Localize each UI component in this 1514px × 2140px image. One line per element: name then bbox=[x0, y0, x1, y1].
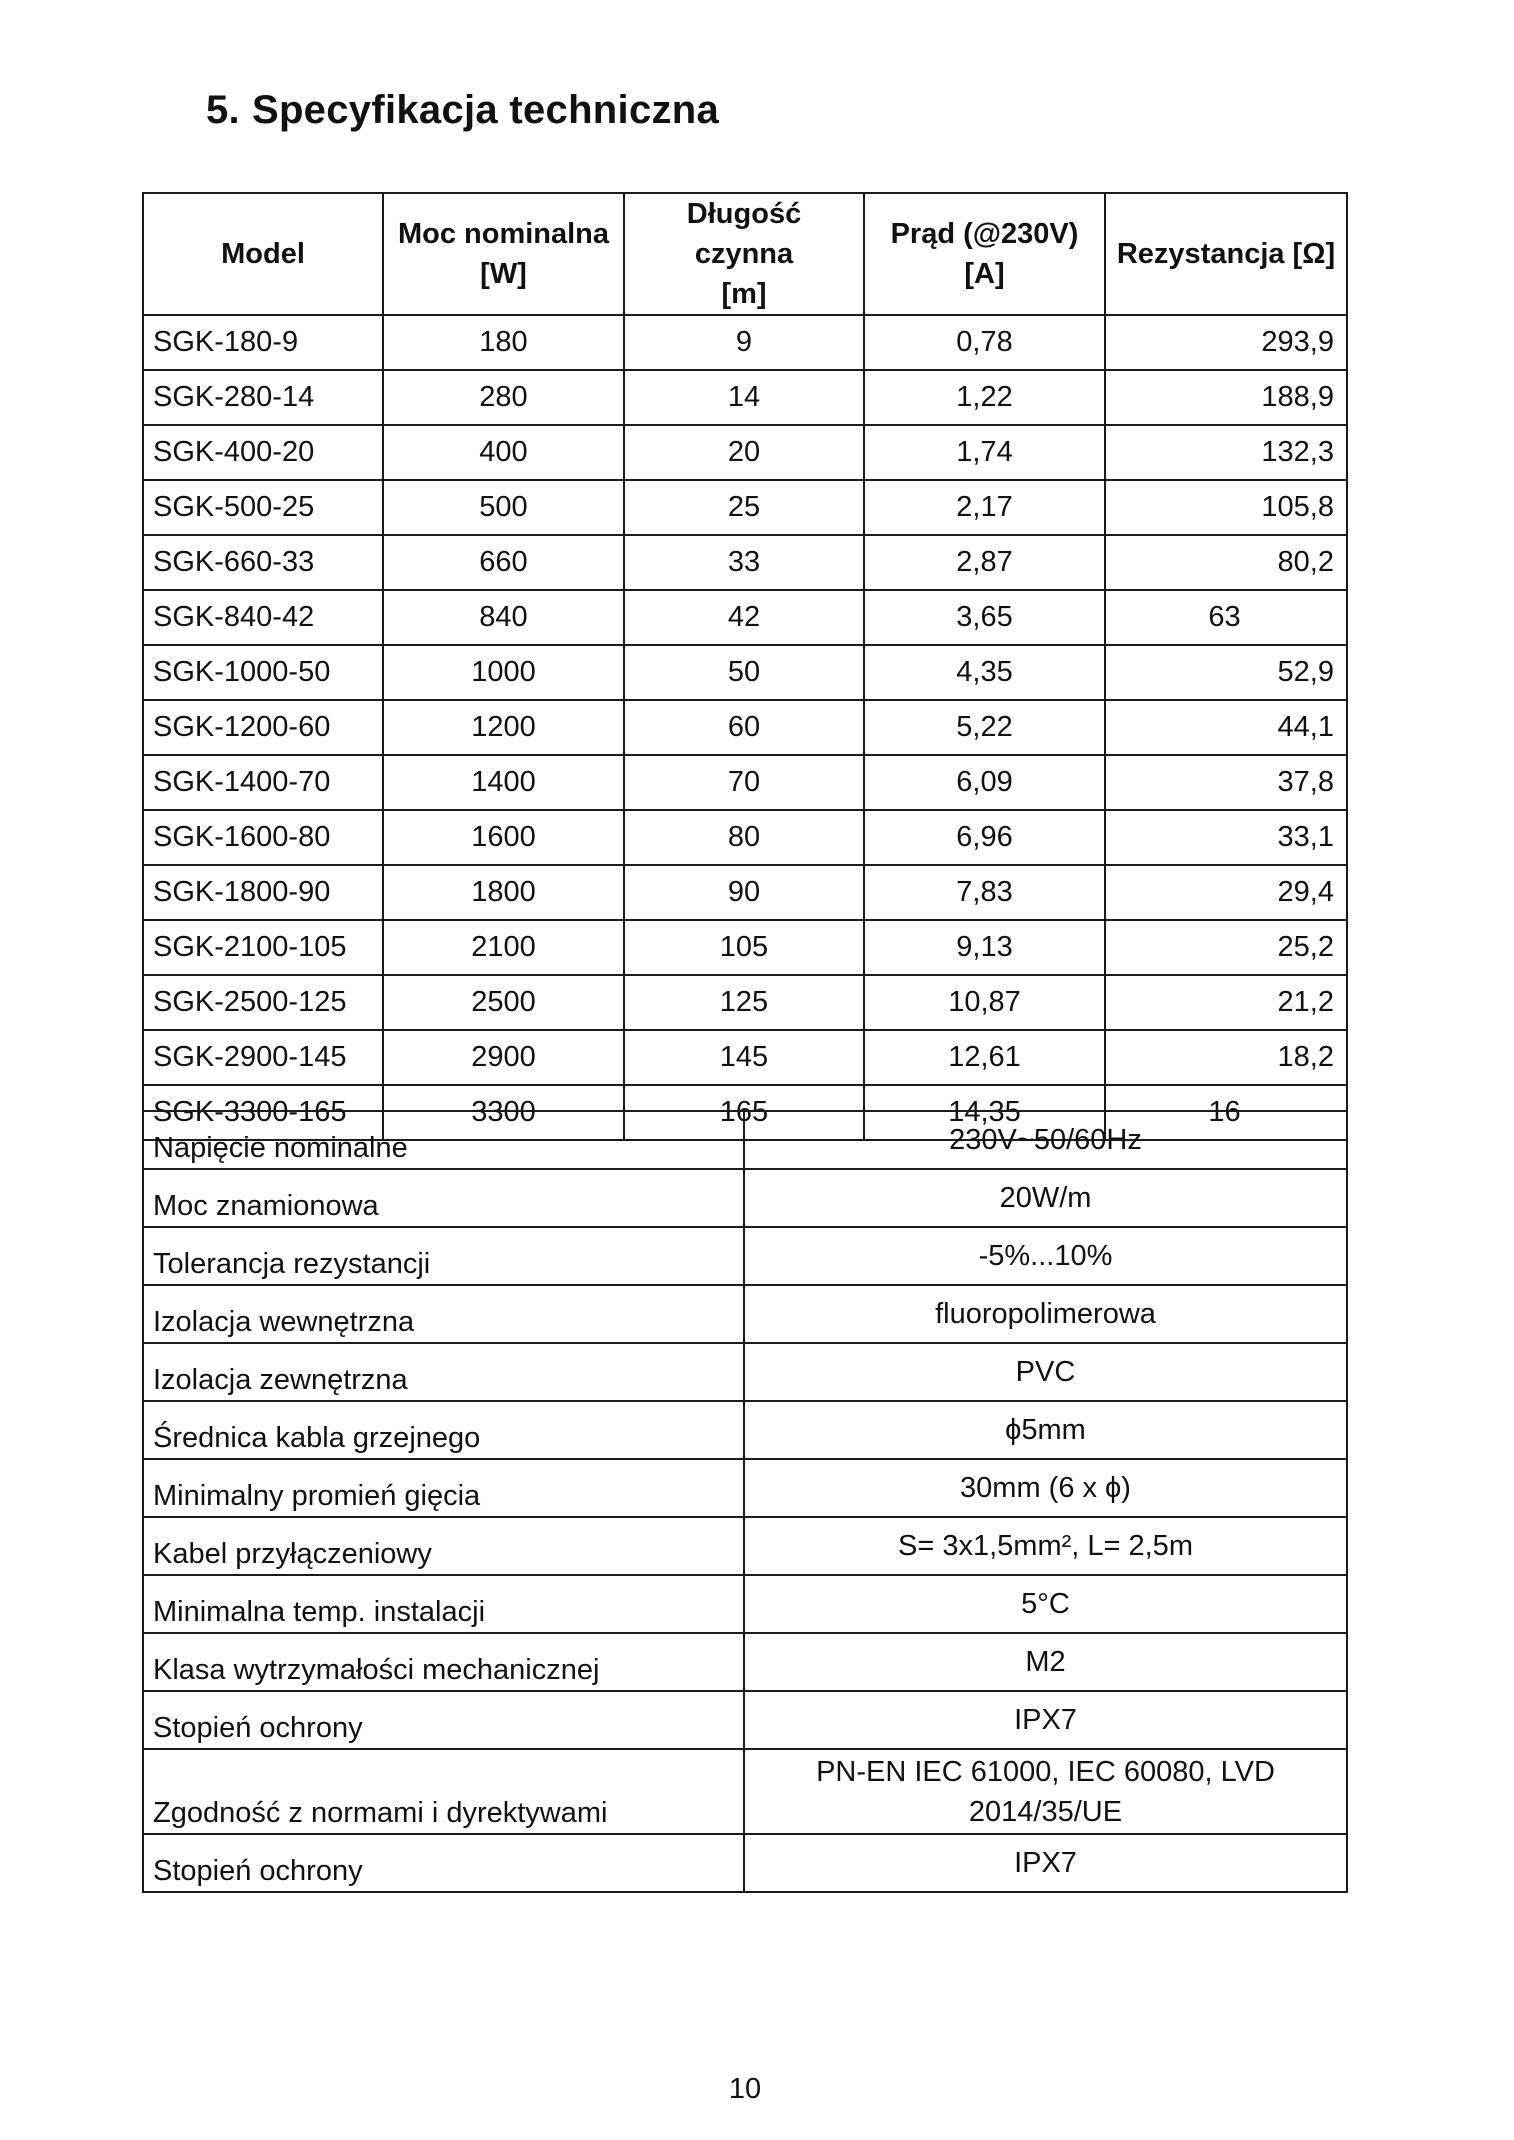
spec-label: Izolacja zewnętrzna bbox=[143, 1343, 744, 1401]
spec-row bbox=[143, 1517, 1347, 1575]
spec-value: IPX7 bbox=[744, 1834, 1347, 1892]
section-number: 5. bbox=[206, 88, 240, 132]
header-model: Model bbox=[143, 193, 383, 315]
cell-model: SGK-1600-80 bbox=[143, 810, 383, 865]
table-row bbox=[143, 535, 1347, 590]
models-table bbox=[142, 192, 1348, 1141]
spec-label: Moc znamionowa bbox=[143, 1169, 744, 1227]
cell-power: 400 bbox=[383, 425, 624, 480]
table-row bbox=[143, 975, 1347, 1030]
spec-label: Tolerancja rezystancji bbox=[143, 1227, 744, 1285]
specs-table bbox=[142, 1110, 1348, 1893]
cell-length: 25 bbox=[624, 480, 864, 535]
cell-model: SGK-3300-165 bbox=[143, 1085, 383, 1140]
spec-row bbox=[143, 1111, 1347, 1169]
header-power: Moc nominalna [W] bbox=[383, 193, 624, 315]
cell-model: SGK-2900-145 bbox=[143, 1030, 383, 1085]
spec-label: Zgodność z normami i dyrektywami bbox=[143, 1749, 744, 1834]
table-row bbox=[143, 700, 1347, 755]
spec-row bbox=[143, 1749, 1347, 1834]
cell-length: 33 bbox=[624, 535, 864, 590]
cell-model: SGK-1400-70 bbox=[143, 755, 383, 810]
cell-length: 20 bbox=[624, 425, 864, 480]
models-table-header-row bbox=[143, 193, 1347, 315]
spec-value: 30mm (6 x ϕ) bbox=[744, 1459, 1347, 1517]
cell-current: 3,65 bbox=[864, 590, 1105, 645]
page-number: 10 bbox=[728, 2073, 762, 2105]
spec-value bbox=[744, 1749, 1347, 1834]
spec-label: Minimalny promień gięcia bbox=[143, 1459, 744, 1517]
table-row bbox=[143, 370, 1347, 425]
spec-row bbox=[143, 1227, 1347, 1285]
section-title: Specyfikacja techniczna bbox=[251, 88, 720, 132]
cell-current: 10,87 bbox=[864, 975, 1105, 1030]
spec-label: Izolacja wewnętrzna bbox=[143, 1285, 744, 1343]
spec-row bbox=[143, 1459, 1347, 1517]
cell-power: 1000 bbox=[383, 645, 624, 700]
cell-power: 1200 bbox=[383, 700, 624, 755]
spec-value: PVC bbox=[744, 1343, 1347, 1401]
spec-value: IPX7 bbox=[744, 1691, 1347, 1749]
cell-current: 0,78 bbox=[864, 315, 1105, 370]
cell-resistance: 80,2 bbox=[1105, 535, 1347, 590]
spec-row bbox=[143, 1575, 1347, 1633]
spec-value: -5%...10% bbox=[744, 1227, 1347, 1285]
spec-label: Klasa wytrzymałości mechanicznej bbox=[143, 1633, 744, 1691]
spec-row bbox=[143, 1343, 1347, 1401]
cell-resistance: 21,2 bbox=[1105, 975, 1347, 1030]
table-row bbox=[143, 920, 1347, 975]
spec-label: Stopień ochrony bbox=[143, 1834, 744, 1892]
cell-current: 5,22 bbox=[864, 700, 1105, 755]
cell-power: 2500 bbox=[383, 975, 624, 1030]
spec-value: 20W/m bbox=[744, 1169, 1347, 1227]
cell-current: 4,35 bbox=[864, 645, 1105, 700]
cell-current: 12,61 bbox=[864, 1030, 1105, 1085]
header-current: Prąd (@230V) [A] bbox=[864, 193, 1105, 315]
cell-power: 1600 bbox=[383, 810, 624, 865]
cell-model: SGK-840-42 bbox=[143, 590, 383, 645]
cell-power: 280 bbox=[383, 370, 624, 425]
cell-resistance: 293,9 bbox=[1105, 315, 1347, 370]
cell-model: SGK-1200-60 bbox=[143, 700, 383, 755]
cell-resistance: 105,8 bbox=[1105, 480, 1347, 535]
cell-length: 9 bbox=[624, 315, 864, 370]
cell-resistance: 188,9 bbox=[1105, 370, 1347, 425]
cell-length: 42 bbox=[624, 590, 864, 645]
cell-resistance: 33,1 bbox=[1105, 810, 1347, 865]
cell-length: 14 bbox=[624, 370, 864, 425]
cell-length: 145 bbox=[624, 1030, 864, 1085]
table-row bbox=[143, 865, 1347, 920]
cell-length: 165 bbox=[624, 1085, 864, 1140]
spec-row bbox=[143, 1169, 1347, 1227]
cell-resistance: 132,3 bbox=[1105, 425, 1347, 480]
cell-model: SGK-1000-50 bbox=[143, 645, 383, 700]
spec-row bbox=[143, 1691, 1347, 1749]
cell-length: 90 bbox=[624, 865, 864, 920]
spec-label: Stopień ochrony bbox=[143, 1691, 744, 1749]
cell-resistance: 25,2 bbox=[1105, 920, 1347, 975]
spec-value: S= 3x1,5mm², L= 2,5m bbox=[744, 1517, 1347, 1575]
cell-length: 105 bbox=[624, 920, 864, 975]
cell-current: 9,13 bbox=[864, 920, 1105, 975]
spec-row bbox=[143, 1401, 1347, 1459]
spec-row bbox=[143, 1834, 1347, 1892]
table-row bbox=[143, 590, 1347, 645]
cell-model: SGK-280-14 bbox=[143, 370, 383, 425]
cell-length: 60 bbox=[624, 700, 864, 755]
table-row bbox=[143, 425, 1347, 480]
cell-current: 14,35 bbox=[864, 1085, 1105, 1140]
cell-resistance: 18,2 bbox=[1105, 1030, 1347, 1085]
table-row bbox=[143, 645, 1347, 700]
cell-resistance: 37,8 bbox=[1105, 755, 1347, 810]
spec-value: M2 bbox=[744, 1633, 1347, 1691]
cell-power: 2100 bbox=[383, 920, 624, 975]
cell-model: SGK-2100-105 bbox=[143, 920, 383, 975]
cell-length: 70 bbox=[624, 755, 864, 810]
spec-value: 230V~50/60Hz bbox=[744, 1111, 1347, 1169]
cell-current: 1,74 bbox=[864, 425, 1105, 480]
spec-label: Średnica kabla grzejnego bbox=[143, 1401, 744, 1459]
cell-power: 2900 bbox=[383, 1030, 624, 1085]
spec-label: Napięcie nominalne bbox=[143, 1111, 744, 1169]
cell-resistance: 44,1 bbox=[1105, 700, 1347, 755]
cell-power: 500 bbox=[383, 480, 624, 535]
cell-length: 80 bbox=[624, 810, 864, 865]
cell-current: 1,22 bbox=[864, 370, 1105, 425]
cell-length: 50 bbox=[624, 645, 864, 700]
spec-value: ϕ5mm bbox=[744, 1401, 1347, 1459]
spec-label: Minimalna temp. instalacji bbox=[143, 1575, 744, 1633]
cell-current: 7,83 bbox=[864, 865, 1105, 920]
cell-model: SGK-1800-90 bbox=[143, 865, 383, 920]
cell-resistance: 16 bbox=[1105, 1085, 1347, 1140]
cell-current: 2,87 bbox=[864, 535, 1105, 590]
cell-model: SGK-400-20 bbox=[143, 425, 383, 480]
section-heading bbox=[206, 88, 719, 133]
spec-value: fluoropolimerowa bbox=[744, 1285, 1347, 1343]
table-row bbox=[143, 480, 1347, 535]
cell-power: 1800 bbox=[383, 865, 624, 920]
cell-model: SGK-180-9 bbox=[143, 315, 383, 370]
cell-resistance: 29,4 bbox=[1105, 865, 1347, 920]
table-row bbox=[143, 810, 1347, 865]
table-row bbox=[143, 755, 1347, 810]
spec-value-line: PN-EN IEC 61000, IEC 60080, LVD bbox=[816, 1755, 1275, 1788]
spec-row bbox=[143, 1285, 1347, 1343]
cell-power: 660 bbox=[383, 535, 624, 590]
cell-power: 1400 bbox=[383, 755, 624, 810]
cell-resistance: 63 bbox=[1105, 590, 1347, 645]
cell-power: 840 bbox=[383, 590, 624, 645]
cell-current: 6,96 bbox=[864, 810, 1105, 865]
header-length: Długość czynna [m] bbox=[624, 193, 864, 315]
cell-resistance: 52,9 bbox=[1105, 645, 1347, 700]
table-row bbox=[143, 315, 1347, 370]
table-row bbox=[143, 1030, 1347, 1085]
cell-model: SGK-500-25 bbox=[143, 480, 383, 535]
header-resistance: Rezystancja [Ω] bbox=[1105, 193, 1347, 315]
spec-value: 5°C bbox=[744, 1575, 1347, 1633]
cell-model: SGK-660-33 bbox=[143, 535, 383, 590]
cell-power: 3300 bbox=[383, 1085, 624, 1140]
spec-label: Kabel przyłączeniowy bbox=[143, 1517, 744, 1575]
cell-current: 2,17 bbox=[864, 480, 1105, 535]
cell-model: SGK-2500-125 bbox=[143, 975, 383, 1030]
cell-current: 6,09 bbox=[864, 755, 1105, 810]
cell-length: 125 bbox=[624, 975, 864, 1030]
spec-value-line: 2014/35/UE bbox=[968, 1795, 1123, 1828]
cell-power: 180 bbox=[383, 315, 624, 370]
spec-row bbox=[143, 1633, 1347, 1691]
